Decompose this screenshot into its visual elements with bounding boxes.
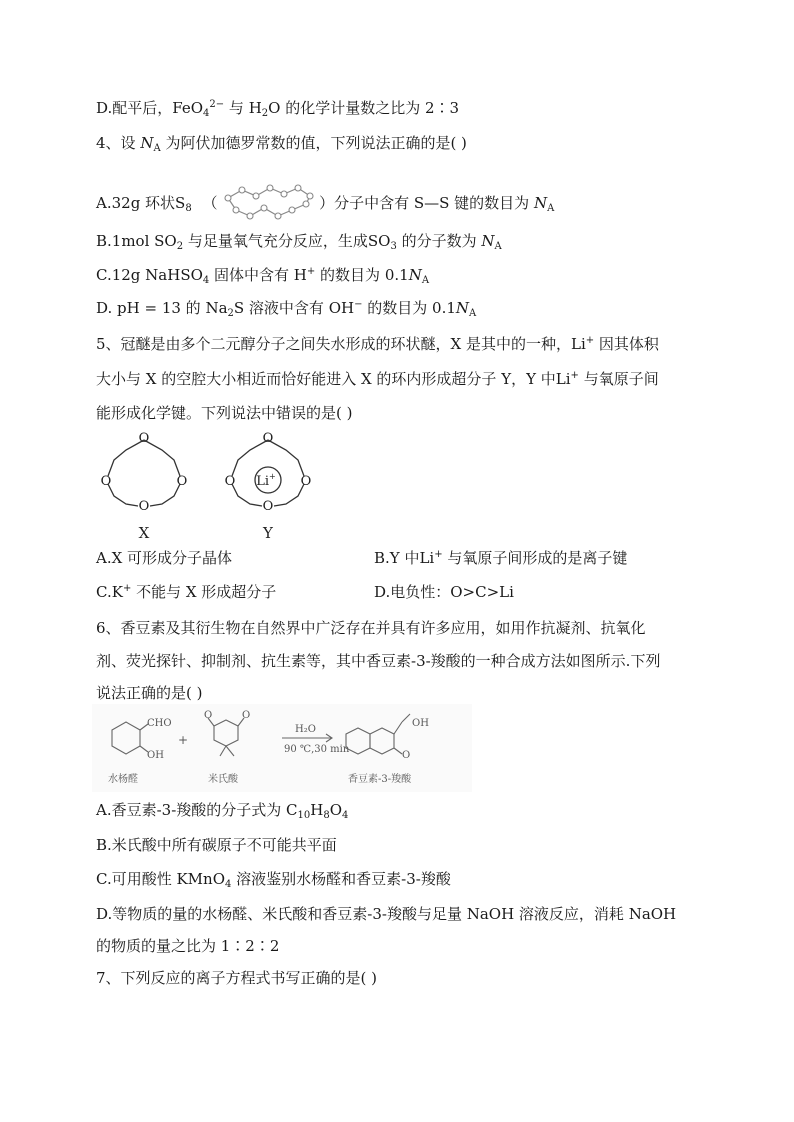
reactant1-name: 水杨醛 — [108, 774, 138, 785]
s8-ring-structure — [222, 182, 314, 222]
q6-option-d-line2: 的物质的量之比为 1∶2∶2 — [96, 937, 280, 955]
y-oxygen-top: O — [262, 431, 274, 446]
q6-stem-line2: 剂、荧光探针、抑制剂、抗生素等，其中香豆素-3-羧酸的一种合成方法如图所示.下列 — [96, 652, 661, 670]
x-oxygen-left: O — [100, 474, 112, 489]
q5-option-d: D.电负性：O>C>Li — [374, 583, 514, 601]
q6-stem-line1: 6、香豆素及其衍生物在自然界中广泛存在并具有许多应用，如用作抗凝剂、抗氧化 — [96, 619, 646, 637]
q5-stem-line2: 大小与 X 的空腔大小相近而恰好能进入 X 的环内形成超分子 Y，Y 中Li+ 与氧原子间 — [96, 370, 659, 388]
q4-option-c: C.12g NaHSO$_4$ 固体中含有 H+ 的数目为 $0.1N_A$ — [96, 266, 430, 286]
q7-stem: 7、下列反应的离子方程式书写正确的是( ) — [96, 969, 378, 987]
meldrum-o1: O — [204, 710, 213, 721]
y-oxygen-right: O — [300, 474, 312, 489]
q4-option-b: B.1mol $SO_2$ 与足量氧气充分反应，生成$SO_3$ 的分子数为 $N_A$ — [96, 232, 502, 252]
q5-option-b: B.Y 中Li+ 与氧原子间形成的是离子键 — [374, 549, 628, 567]
figure-label-x: X — [138, 524, 150, 542]
q5-option-a: A.X 可形成分子晶体 — [96, 549, 233, 567]
q3-option-d: D.配平后，FeO$_4^{2-}$ 与 $H_2O$ 的化学计量数之比为 2∶3 — [96, 99, 460, 119]
coumarin-oh-label: OH — [412, 718, 429, 729]
x-oxygen-bottom: O — [138, 499, 150, 514]
q4-stem: 4、设 $N_A$ 为阿伏加德罗常数的值，下列说法正确的是( ) — [96, 134, 467, 154]
product-name: 香豆素-3-羧酸 — [348, 774, 412, 785]
reactant2-name: 米氏酸 — [208, 774, 238, 785]
oh-label: OH — [147, 750, 164, 761]
meldrum-o2: O — [242, 710, 251, 721]
q5-stem-line3: 能形成化学键。下列说法中错误的是( ) — [96, 404, 353, 422]
crown-ether-figure — [90, 428, 340, 546]
q6-stem-line3: 说法正确的是( ) — [96, 684, 203, 702]
coumarin-o-label: O — [402, 750, 411, 761]
q4-option-d: D. pH = 13 的 $Na_2S$ 溶液中含有 OH− 的数目为 $0.1N_A$ — [96, 299, 477, 319]
q6-option-b: B.米氏酸中所有碳原子不可能共平面 — [96, 836, 337, 854]
coumarin-synthesis-scheme — [92, 704, 472, 792]
x-oxygen-top: O — [138, 431, 150, 446]
q5-option-c: C.K+ 不能与 X 形成超分子 — [96, 583, 277, 601]
q6-option-a: A.香豆素-3-羧酸的分子式为 $C_{10}H_8O_4$ — [96, 801, 349, 821]
q4-option-a: A.32g 环状$S_8$ （ ）分子中含有 S—S 键的数目为 $N_A$ — [96, 182, 554, 222]
x-oxygen-right: O — [176, 474, 188, 489]
plus-sign: + — [178, 733, 189, 747]
y-oxygen-left: O — [224, 474, 236, 489]
y-lithium-ion: Li+ — [256, 472, 276, 489]
q6-option-c: C.可用酸性 KMnO$_4$ 溶液鉴别水杨醛和香豆素-3-羧酸 — [96, 870, 451, 890]
q6-option-d-line1: D.等物质的量的水杨醛、米氏酸和香豆素-3-羧酸与足量 NaOH 溶液反应，消耗 NaOH — [96, 905, 677, 923]
q5-stem-line1: 5、冠醚是由多个二元醇分子之间失水形成的环状醚，X 是其中的一种，Li+ 因其体积 — [96, 335, 659, 353]
condition-top: H₂O — [295, 724, 316, 735]
condition-bottom: 90 ℃,30 min — [284, 744, 350, 755]
cho-label: CHO — [147, 718, 172, 729]
y-oxygen-bottom: O — [262, 499, 274, 514]
figure-label-y: Y — [263, 524, 273, 542]
